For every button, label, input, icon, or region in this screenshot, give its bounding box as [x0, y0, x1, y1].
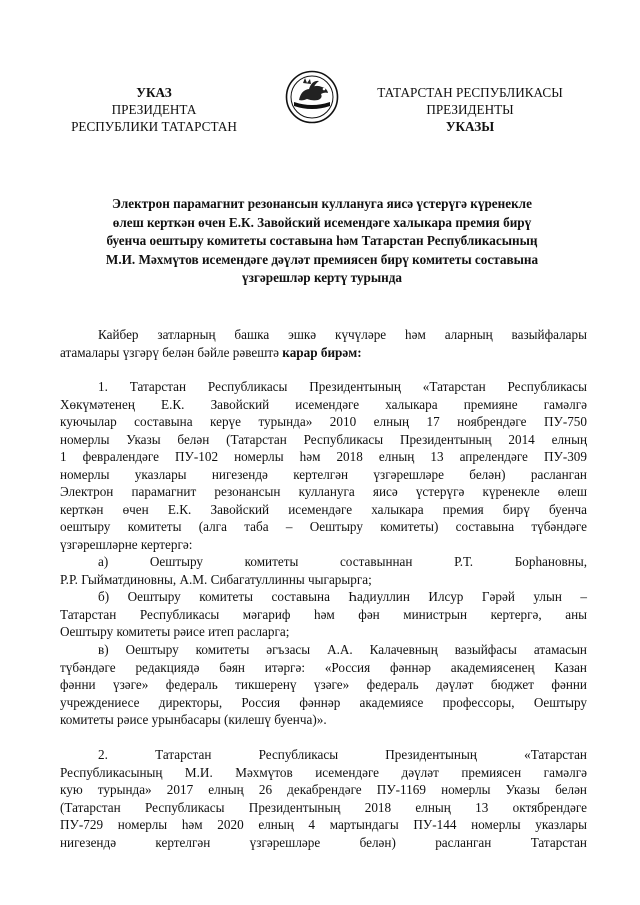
- tatarstan-coat-of-arms-icon: [285, 70, 339, 124]
- p1c-line: комитеты рәисе урынбасары (килешү буенча)».: [60, 712, 327, 727]
- p1c-line: в) Оештыру комитеты әгъзасы А.А. Калачевның вазыйфасы атамасын: [98, 642, 587, 657]
- paragraph-1c: [60, 641, 587, 729]
- paragraph-2: [60, 746, 587, 851]
- p2-line: Республикасының М.И. Мәхмүтов исемендәге дәүләт премиясен гамәлгә: [60, 764, 587, 780]
- header-right: [350, 84, 590, 135]
- intro-text: атамалары үзгәрү белән бәйле рәвештә: [60, 344, 283, 360]
- p1-line: Хөкүмәтенең Е.К. Завойский исемендәге халыкара премияне гамәлгә: [60, 396, 587, 412]
- p1-line: номерлы указлары нигезендә кертелгән үзгәрешләре белән) расланган: [60, 466, 587, 482]
- p1-line: оештыру комитеты (алга таба – Оештыру комитеты) составына түбәндәге: [60, 519, 587, 534]
- p1a-line: а) Оештыру комитеты составыннан Р.Т. Борһановны,: [98, 554, 587, 569]
- intro-line-2: [60, 344, 587, 362]
- paragraph-1a: [60, 553, 587, 588]
- intro-paragraph: [60, 326, 587, 361]
- p1b-line: Татарстан Республикасы мәгариф һәм фән министрын кертергә, аны: [60, 606, 587, 622]
- p1c-line: фәнни үзәге» федераль тикшеренү үзәге» федераль дәүләт бюджет фәнни: [60, 677, 587, 692]
- title-line: өлеш керткән өчен Е.К. Завойский исемендәге халыкара премия бирү: [112, 214, 532, 230]
- p2-line: ПУ-729 номерлы һәм 2020 елның 4 мартындагы ПУ-144 номерлы указлары: [60, 817, 587, 832]
- p1c-line: түбәндәге редакциядә бәян итәргә: «Россия фәннәр академиясенең Казан: [60, 659, 587, 675]
- title-line: Электрон парамагнит резонансын куллануга яисә үстерүгә күренекле: [112, 196, 532, 211]
- header-right-line-2: ПРЕЗИДЕНТЫ: [426, 102, 514, 117]
- p1b-line: б) Оештыру комитеты составына Һадиуллин Илсур Гәрәй улын –: [98, 589, 587, 604]
- p2-line: 2. Татарстан Республикасы Президентының «Татарстан: [98, 747, 587, 762]
- p1-line: 1 февралендәге ПУ-102 номерлы һәм 2018 елның 13 апрелендәге ПУ-309: [60, 449, 587, 464]
- header-left-line-1: УКАЗ: [136, 85, 172, 100]
- header-left: [40, 84, 268, 135]
- header-right-line-3: УКАЗЫ: [445, 119, 495, 134]
- p1b-line: Оештыру комитеты рәисе итеп расларга;: [60, 624, 290, 639]
- title-line: үзгәрешләр кертү турында: [242, 270, 402, 286]
- title-line: буенча оештыру комитеты составына һәм Татарстан Республикасының: [106, 233, 538, 249]
- p1-line: үзгәрешләрне кертергә:: [60, 536, 193, 552]
- intro-resolution: карар бирәм: [282, 344, 358, 360]
- p1-line: керткән өчен Е.К. Завойский исемендәге халыкара премия бирү буенча: [60, 501, 587, 517]
- intro-line-1: Кайбер затларның башка эшкә күчүләре һәм аларның вазыйфалары: [98, 327, 587, 342]
- p1-line: Электрон парамагнит резонансын куллануга яисә үстерүгә күренекле өлеш: [60, 484, 587, 499]
- p1-line: 1. Татарстан Республикасы Президентының «Татарстан Республикасы: [98, 379, 587, 394]
- p1-line: номерлы Указы белән (Татарстан Республикасы Президентының 2014 елның: [60, 431, 587, 447]
- p1a-line: Р.Р. Гыйматдиновны, А.М. Сибагатуллинны чыгарырга;: [60, 571, 372, 587]
- p2-line: (Татарстан Республикасы Президентының 2018 елның 13 октябрендәге: [60, 799, 587, 815]
- header-left-line-3: РЕСПУБЛИКИ ТАТАРСТАН: [71, 119, 237, 134]
- p1-line: куючылар составына керүе турында» 2010 елның 17 ноябрендәге ПУ-750: [60, 414, 587, 429]
- paragraph-1b: [60, 588, 587, 641]
- intro-colon: :: [357, 344, 362, 360]
- paragraph-1: [60, 378, 587, 553]
- p1c-line: учреждениесе директоры, Россия фәннәр академиясе профессоры, Оештыру: [60, 694, 587, 710]
- p2-line: нигезендә кертелгән үзгәрешләре белән) расланган Татарстан: [60, 834, 587, 850]
- title-line: М.И. Мәхмүтов исемендәге дәүләт премиясен бирү комитеты составына: [105, 251, 539, 267]
- p2-line: кую турында» 2017 елның 26 декабрендәге ПУ-1169 номерлы Указы белән: [60, 782, 587, 797]
- decree-title: [58, 195, 586, 288]
- header-left-line-2: ПРЕЗИДЕНТА: [111, 102, 197, 117]
- header-right-line-1: ТАТАРСТАН РЕСПУБЛИКАСЫ: [377, 85, 563, 100]
